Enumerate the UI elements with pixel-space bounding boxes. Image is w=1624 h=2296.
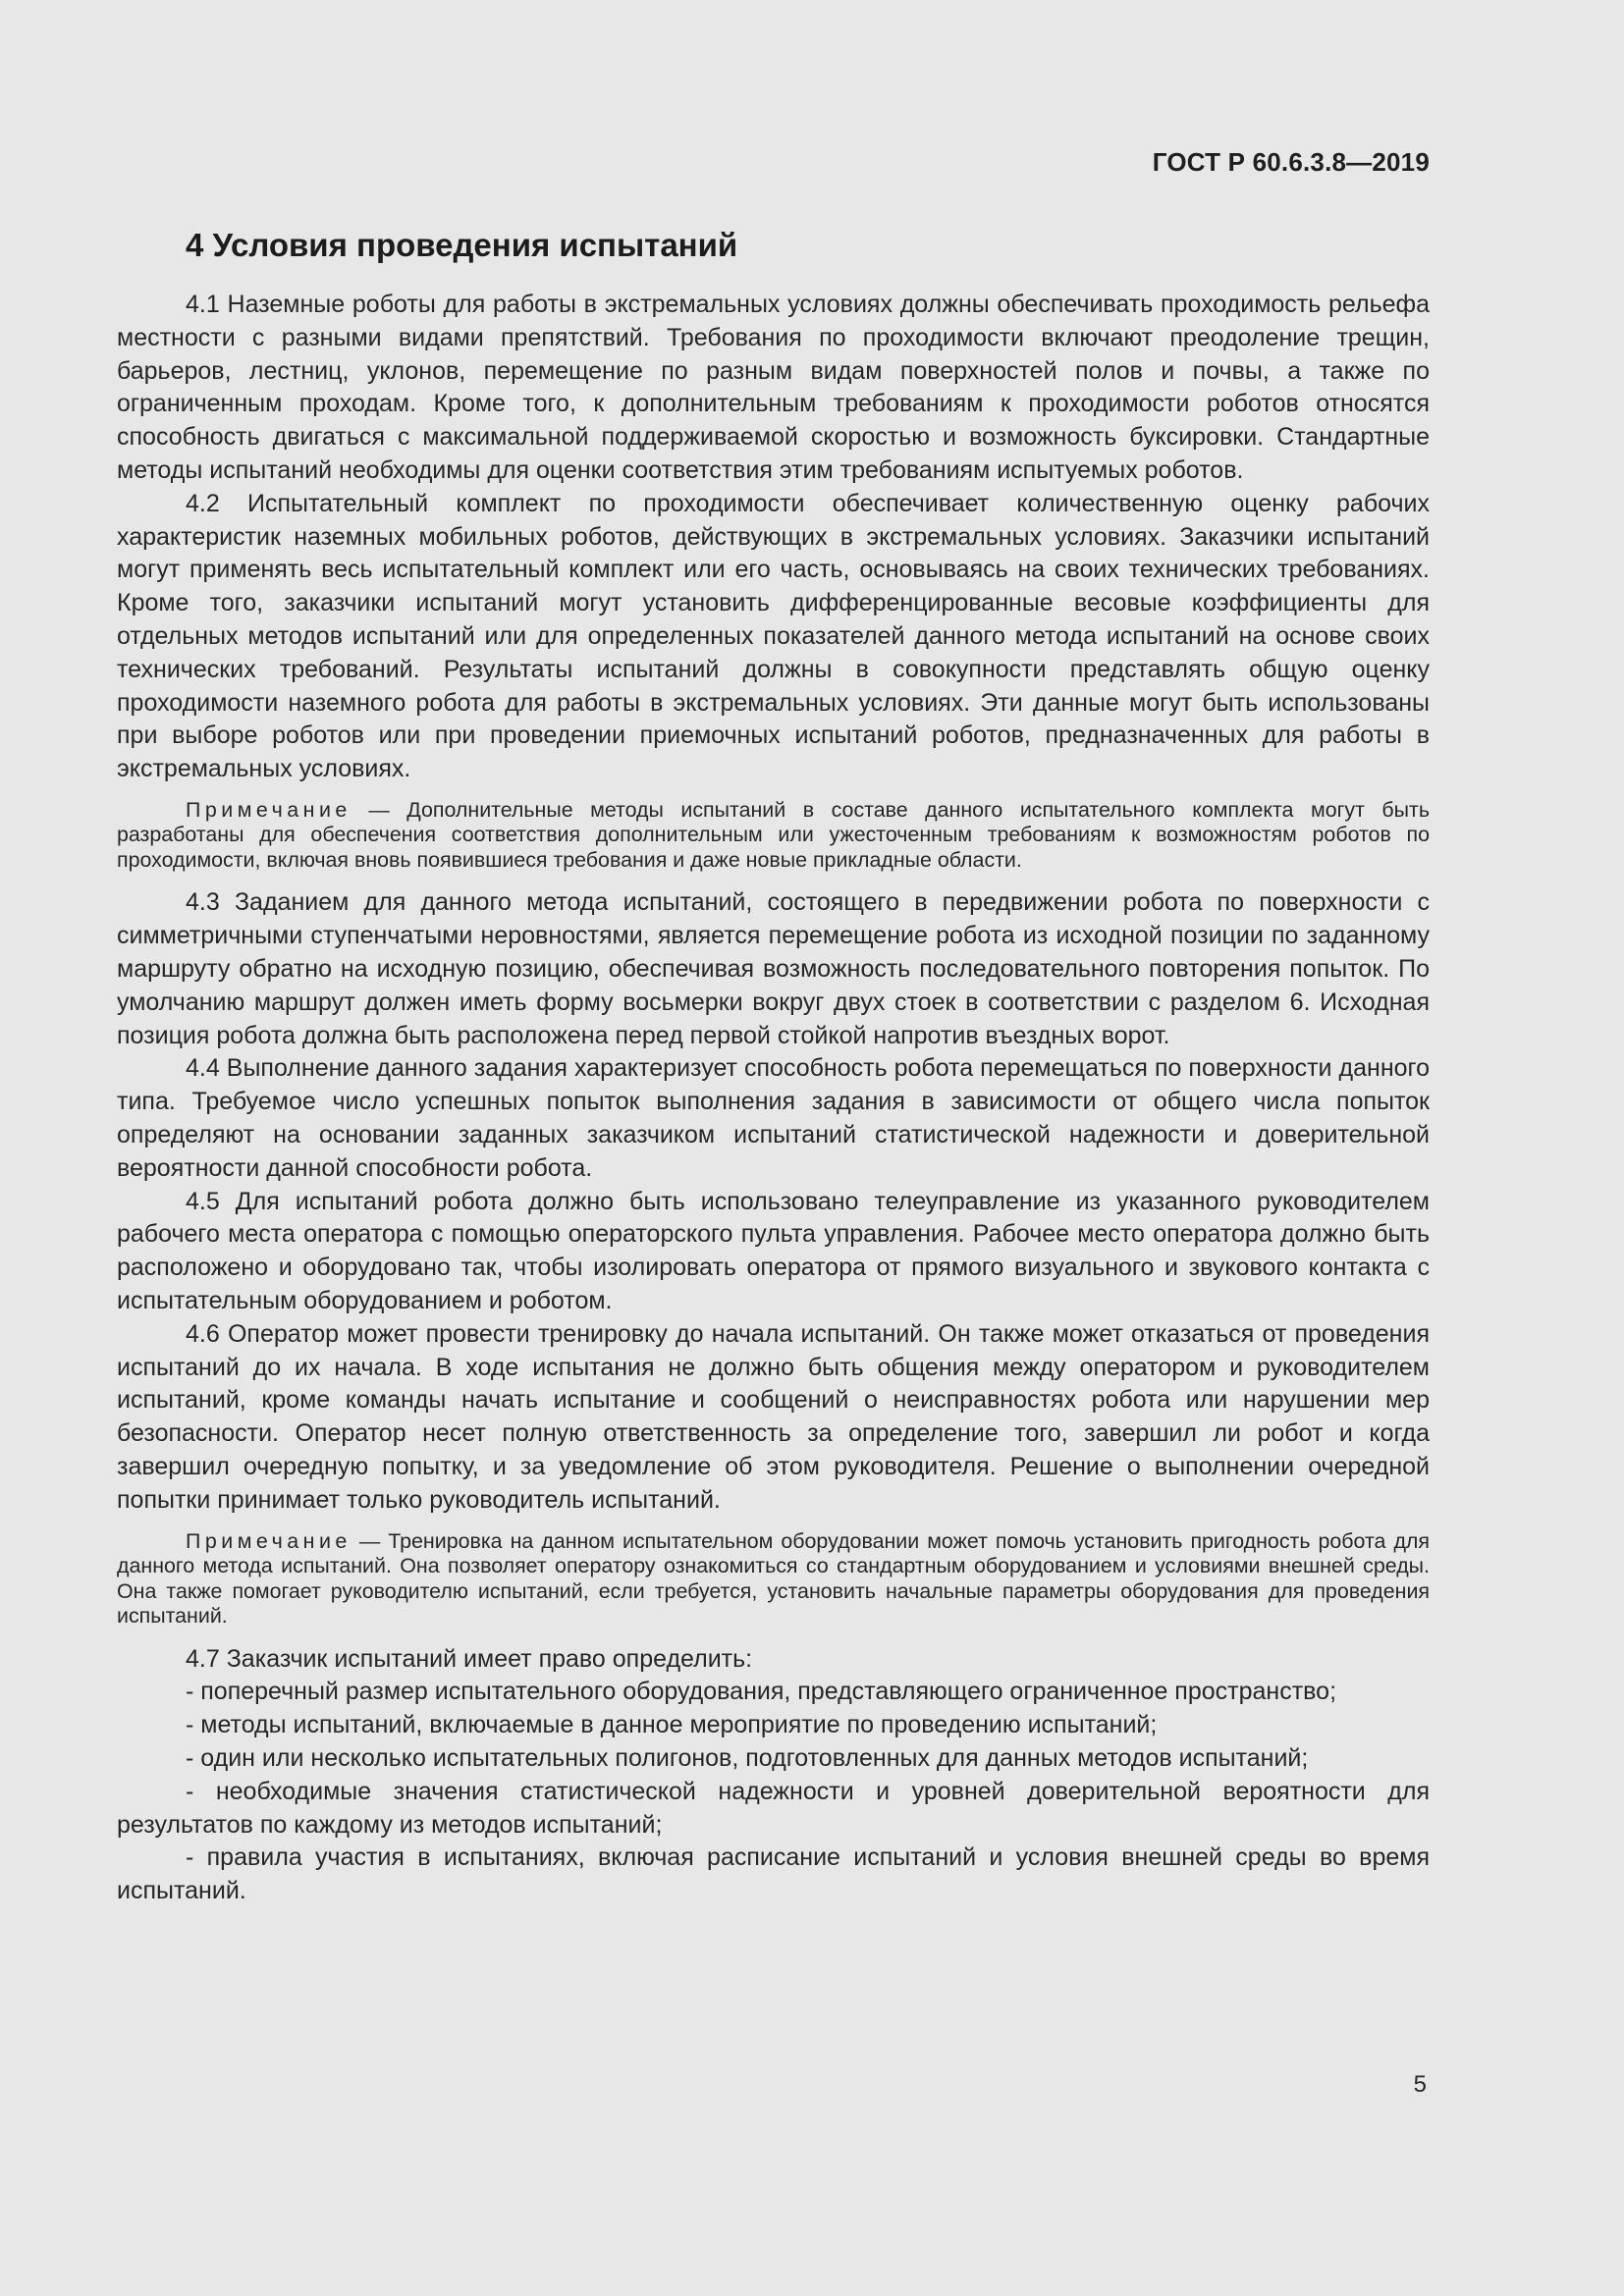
note-label: Примечание <box>186 797 352 822</box>
paragraph-4-6: 4.6 Оператор может провести тренировку до начала испытаний. Он также может отказаться от проведения испытаний до их начала. В ходе испытания не должно быть общения между оператором и руководителем испытаний, кроме команды начать испытание и сообщений о неисправностях робота или нарушении мер безопасности. Оператор несет полную ответственность за определение того, завершил ли робот и когда завершил очередную попытку, и за уведомление об этом руководителя. Решение о выполнении очередной попытки принимает только руководитель испытаний. <box>117 1319 1430 1514</box>
paragraph-4-2: 4.2 Испытательный комплект по проходимости обеспечивает количественную оценку рабочих характеристик наземных мобильных роботов, действующих в экстремальных условиях. Заказчики испытаний могут применять весь испытательный комплект или его часть, основываясь на своих технических требованиях. Кроме того, заказчики испытаний могут установить дифференцированные весовые коэффициенты для отдельных методов испытаний или для определенных показателей данного метода испытаний на основе своих технических требований. Результаты испытаний должны в совокупности представлять общую оценку проходимости наземного робота для работы в экстремальных условиях. Эти данные могут быть использованы при выборе роботов или при проведении приемочных испытаний роботов, предназначенных для работы в экстремальных условиях. <box>117 489 1430 783</box>
page-content <box>117 224 1430 1908</box>
paragraph-4-4: 4.4 Выполнение данного задания характеризует способность робота перемещаться по поверхности данного типа. Требуемое число успешных попыток выполнения задания в зависимости от общего числа попыток определяют на основании заданных заказчиком испытаний статистической надежности и доверительной вероятности данной способности робота. <box>117 1054 1430 1182</box>
list-item: - правила участия в испытаниях, включая расписание испытаний и условия внешней среды во время испытаний. <box>117 1843 1430 1905</box>
document-code: ГОСТ Р 60.6.3.8—2019 <box>1152 147 1430 177</box>
paragraph-4-7: 4.7 Заказчик испытаний имеет право определить: <box>186 1644 753 1673</box>
list-item: - необходимые значения статистической надежности и уровней доверительной вероятности для результатов по каждому из методов испытаний; <box>117 1777 1430 1839</box>
note-label: Примечание <box>186 1528 352 1553</box>
page-number: 5 <box>1413 2071 1427 2098</box>
list-item: - один или несколько испытательных полигонов, подготовленных для данных методов испытаний; <box>186 1743 1309 1772</box>
paragraph-4-1: 4.1 Наземные роботы для работы в экстремальных условиях должны обеспечивать проходимость рельефа местности с разными видами препятствий. Требования по проходимости включают преодоление трещин, барьеров, лестниц, уклонов, перемещение по разным видам поверхностей полов и почвы, а также по ограниченным проходам. Кроме того, к дополнительным требованиям к проходимости роботов относятся способность двигаться с максимальной поддерживаемой скоростью и возможность буксировки. Стандартные методы испытаний необходимы для оценки соответствия этим требованиям испытуемых роботов. <box>117 291 1430 484</box>
note-1-text: — Дополнительные методы испытаний в составе данного испытательного комплекта могут быть разработаны для обеспечения соответствия дополнительным или ужесточенным требованиям к возможностям роботов по проходимости, включая вновь появившиеся требования и даже новые прикладные области. <box>117 797 1430 872</box>
paragraph-4-3: 4.3 Заданием для данного метода испытаний, состоящего в передвижении робота по поверхности с симметричными ступенчатыми неровностями, является перемещение робота из исходной позиции по заданному маршруту обратно на исходную позицию, обеспечивая возможность последовательного повторения попыток. По умолчанию маршрут должен иметь форму восьмерки вокруг двух стоек в соответствии с разделом 6. Исходная позиция робота должна быть расположена перед первой стойкой напротив въездных ворот. <box>117 888 1430 1049</box>
note-1 <box>117 798 1430 874</box>
paragraph-4-5: 4.5 Для испытаний робота должно быть использовано телеуправление из указанного руководителем рабочего места оператора с помощью операторского пульта управления. Рабочее место оператора должно быть расположено и оборудовано так, чтобы изолировать оператора от прямого визуального и звукового контакта с испытательным оборудованием и роботом. <box>117 1187 1430 1315</box>
section-title: 4 Условия проведения испытаний <box>186 227 738 263</box>
note-2-text: — Тренировка на данном испытательном оборудовании может помочь установить пригодность робота для данного метода испытаний. Она позволяет оператору ознакомиться со стандартным оборудованием и условиями внешней среды. Она также помогает руководителю испытаний, если требуется, установить начальные параметры оборудования для проведения испытаний. <box>117 1528 1430 1629</box>
list-item: - методы испытаний, включаемые в данное мероприятие по проведению испытаний; <box>186 1711 1158 1739</box>
note-2 <box>117 1529 1430 1629</box>
list-item: - поперечный размер испытательного оборудования, представляющего ограниченное пространство; <box>186 1678 1337 1706</box>
